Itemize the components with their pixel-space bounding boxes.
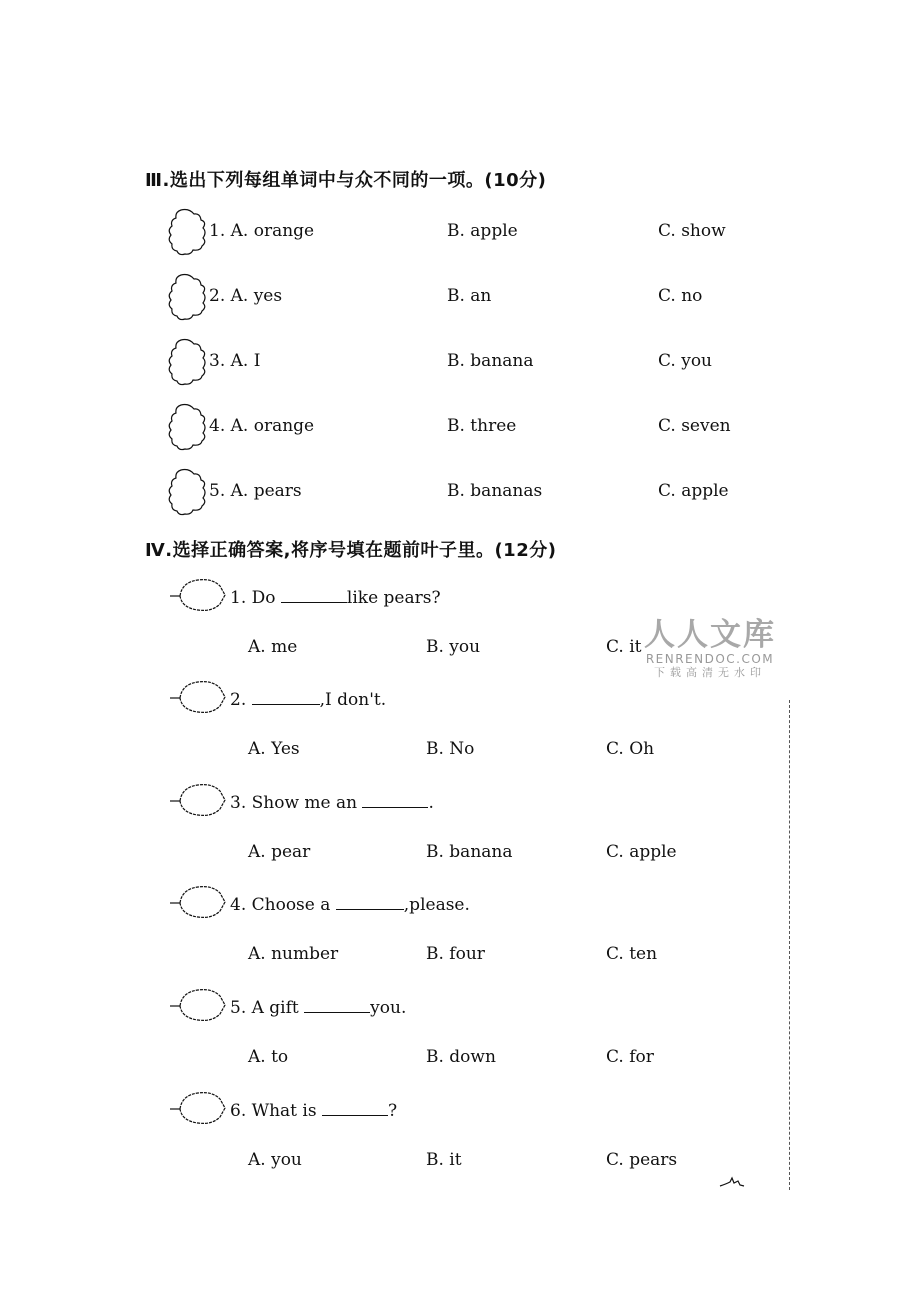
question-text: 5. A gift you. [230, 998, 407, 1018]
item-a: 3. A. I [209, 351, 261, 371]
watermark [644, 618, 776, 680]
leaf-bracket-icon[interactable] [168, 678, 230, 716]
leaf-bracket-icon[interactable] [168, 576, 230, 614]
watermark-title: 人人文库 [644, 617, 776, 653]
option-b: B. you [426, 637, 481, 657]
question-text: 1. Do like pears? [230, 588, 441, 608]
item-c: C. seven [658, 416, 731, 436]
option-a: A. number [248, 944, 339, 964]
answer-blank [362, 791, 428, 808]
option-a: A. you [248, 1150, 302, 1170]
section3-item [0, 273, 920, 313]
flower-bracket-icon[interactable] [167, 273, 209, 321]
option-c: C. apple [606, 842, 677, 862]
section4-question [0, 781, 920, 821]
item-a: 5. A. pears [209, 481, 302, 501]
option-c: C. pears [606, 1150, 678, 1170]
item-c: C. apple [658, 481, 729, 501]
item-b: B. three [447, 416, 517, 436]
item-b: B. apple [447, 221, 518, 241]
section4-question [0, 1089, 920, 1129]
section3-item [0, 468, 920, 508]
leaf-bracket-icon[interactable] [168, 1089, 230, 1127]
section4-question [0, 883, 920, 923]
section4-options [0, 832, 920, 872]
option-c: C. Oh [606, 739, 655, 759]
section4-options [0, 627, 920, 667]
flower-bracket-icon[interactable] [167, 468, 209, 516]
flower-bracket-icon[interactable] [167, 338, 209, 386]
option-a: A. pear [248, 842, 311, 862]
section4-options [0, 729, 920, 769]
watermark-tagline: 下载高清无水印 [654, 666, 766, 679]
option-a: A. Yes [248, 739, 300, 759]
section4-question [0, 576, 920, 616]
item-b: B. an [447, 286, 492, 306]
question-text: 4. Choose a ,please. [230, 895, 470, 915]
option-c: C. for [606, 1047, 654, 1067]
section4-options [0, 934, 920, 974]
section4-title: Ⅳ.选择正确答案,将序号填在题前叶子里。(12分) [145, 540, 557, 561]
item-a: 2. A. yes [209, 286, 283, 306]
answer-blank [336, 893, 404, 910]
question-text: 6. What is ? [230, 1101, 398, 1121]
flower-bracket-icon[interactable] [167, 208, 209, 256]
decoration-mark-icon [718, 1176, 748, 1190]
leaf-bracket-icon[interactable] [168, 781, 230, 819]
margin-dashed-line [789, 700, 790, 1190]
leaf-bracket-icon[interactable] [168, 883, 230, 921]
section4-question [0, 986, 920, 1026]
item-a: 4. A. orange [209, 416, 315, 436]
option-b: B. it [426, 1150, 462, 1170]
question-text: 3. Show me an . [230, 793, 434, 813]
option-a: A. to [248, 1047, 289, 1067]
item-c: C. show [658, 221, 726, 241]
item-c: C. no [658, 286, 703, 306]
item-a: 1. A. orange [209, 221, 315, 241]
section3-item [0, 403, 920, 443]
section3-item [0, 338, 920, 378]
option-b: B. No [426, 739, 475, 759]
flower-bracket-icon[interactable] [167, 403, 209, 451]
answer-blank [304, 996, 370, 1013]
section4-options [0, 1140, 920, 1180]
leaf-bracket-icon[interactable] [168, 986, 230, 1024]
item-b: B. banana [447, 351, 534, 371]
question-text: 2. ,I don't. [230, 690, 387, 710]
option-b: B. down [426, 1047, 496, 1067]
item-b: B. bananas [447, 481, 543, 501]
section3-title: Ⅲ.选出下列每组单词中与众不同的一项。(10分) [145, 170, 547, 191]
option-b: B. four [426, 944, 485, 964]
section4-question [0, 678, 920, 718]
option-b: B. banana [426, 842, 513, 862]
section4-options [0, 1037, 920, 1077]
answer-blank [281, 586, 347, 603]
item-c: C. you [658, 351, 712, 371]
option-c: C. ten [606, 944, 658, 964]
option-c: C. it [606, 637, 642, 657]
watermark-site: RENRENDOC.COM [645, 652, 775, 666]
answer-blank [322, 1099, 388, 1116]
section3-item [0, 208, 920, 248]
answer-blank [252, 688, 320, 705]
option-a: A. me [248, 637, 298, 657]
